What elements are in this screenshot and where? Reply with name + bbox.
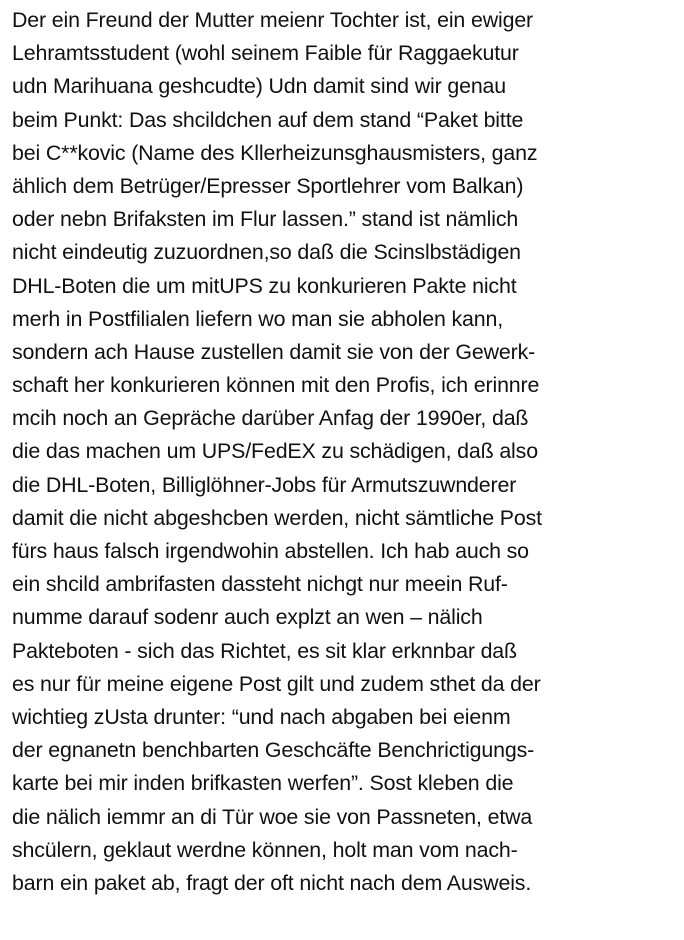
text-line: Der ein Freund der Mutter meienr Tochter ist, ein ewiger [12, 8, 534, 32]
text-line: fürs haus falsch irgendwohin abstellen. Ich hab auch so [12, 539, 529, 563]
text-line: mcih noch an Gepräche darüber Anfag der 1990er, daß [12, 406, 529, 431]
text-line: ein shcild ambrifasten dassteht nichgt nur meein Ruf- [12, 572, 508, 597]
text-line: karte bei mir inden brifkasten werfen”. Sost kleben die [12, 771, 514, 796]
text-line: DHL-Boten die um mitUPS zu konkurieren Pakte nicht [12, 273, 517, 298]
text-line: sondern ach Hause zustellen damit sie von der Gewerk- [12, 339, 536, 364]
text-line: numme darauf sodenr auch explzt an wen – nälich [12, 605, 483, 630]
text-line: der egnanetn benchbarten Geschcäfte Benchrictigungs- [12, 738, 535, 763]
text-line: barn ein paket ab, fragt der oft nicht nach dem Ausweis. [12, 870, 532, 895]
text-line: Pakteboten - sich das Richtet, es sit klar erknnbar daß [12, 638, 517, 663]
text-line: die nälich iemmr an di Tür woe sie von Passneten, etwa [12, 804, 533, 829]
text-line: oder nebn Brifaksten im Flur lassen.” stand ist nämlich [12, 207, 519, 232]
text-line: shcülern, geklaut werdne können, holt man vom nach- [12, 837, 518, 862]
text-line: Lehramtsstudent (wohl seinem Faible für Raggaekutur [12, 41, 519, 66]
text-line: bei C**kovic (Name des Kllerheizunsghausmisters, ganz [12, 140, 538, 165]
text-line: es nur für meine eigene Post gilt und zudem sthet da der [12, 671, 541, 696]
text-line: wichtieg zUsta drunter: “und nach abgaben bei eienm [12, 704, 511, 729]
text-line: schaft her konkurieren können mit den Profis, ich erinnre [12, 373, 540, 398]
text-line: die DHL-Boten, Billiglöhner-Jobs für Armutszuwnderer [12, 472, 517, 497]
text-line: beim Punkt: Das shcildchen auf dem stand “Paket bitte [12, 107, 524, 132]
text-line: udn Marihuana geshcudte) Udn damit sind wir genau [12, 74, 507, 99]
text-line: die das machen um UPS/FedEX zu schädigen, daß also [12, 439, 538, 464]
text-line: ählich dem Betrüger/Epresser Sportlehrer vom Balkan) [12, 173, 524, 198]
text-line: nicht eindeutig zuzuordnen,so daß die Scinslbstädigen [12, 240, 521, 265]
text-line: merh in Postfilialen liefern wo man sie abholen kann, [12, 306, 504, 331]
text-line: damit die nicht abgeshcben werden, nicht sämtliche Post [12, 505, 542, 530]
body-text [12, 4, 680, 900]
